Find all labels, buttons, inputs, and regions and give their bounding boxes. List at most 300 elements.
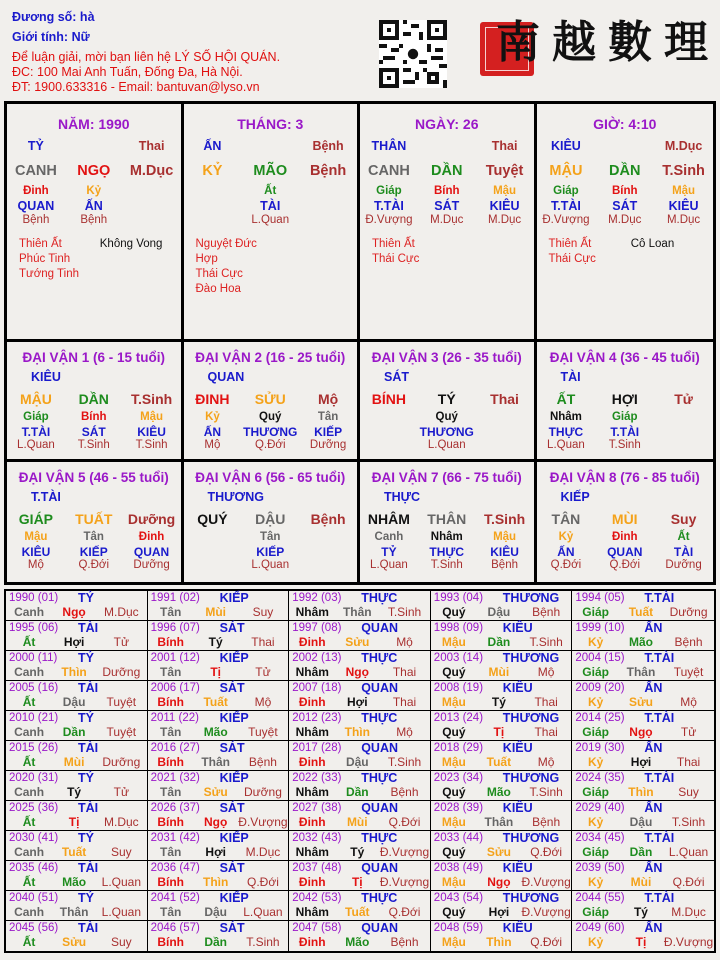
main-item: Tử (674, 391, 693, 407)
year-cell[interactable] (572, 741, 714, 771)
year-god: THƯƠNG (502, 711, 560, 725)
dai-van-title: ĐẠI VẬN 8 (76 - 85 tuổi) (549, 470, 700, 485)
gods-item (123, 199, 181, 214)
year-cell[interactable] (572, 651, 714, 681)
main-item: HỢI (611, 391, 638, 407)
dai-van-god: KIẾP (560, 490, 590, 504)
pillar-cell (7, 104, 184, 339)
year-stem: Ất (22, 755, 36, 769)
year-cell[interactable] (148, 771, 290, 801)
dai-van-hidden-row (537, 411, 714, 425)
year-stem: Đinh (298, 935, 326, 949)
year-cell[interactable] (289, 861, 431, 891)
pillar-top-row (360, 139, 534, 157)
stage: Thai (491, 139, 518, 153)
year-stage: Đ.Vượng (379, 845, 430, 859)
year-label: 2007 (18) (292, 682, 342, 694)
god-item: THỰC (548, 425, 584, 439)
year-cell[interactable] (6, 621, 148, 651)
year-branch: Ngọ (345, 665, 369, 679)
year-label: 2014 (25) (575, 712, 625, 724)
year-cell[interactable] (289, 651, 431, 681)
year-branch: Tị (210, 665, 222, 679)
pillar-stage-row (7, 214, 181, 229)
year-label: 2026 (37) (150, 802, 200, 814)
year-cell[interactable] (148, 741, 290, 771)
year-stem: Nhâm (295, 665, 329, 679)
god-item (654, 425, 713, 439)
year-cell[interactable] (431, 861, 573, 891)
year-cell[interactable] (572, 681, 714, 711)
year-branch: Hợi (205, 845, 226, 859)
dai-van-stage-row (184, 559, 358, 573)
year-stem: Bính (157, 875, 184, 889)
year-label: 2041 (52) (150, 892, 200, 904)
year-label: 2048 (59) (433, 922, 484, 934)
year-row (431, 845, 572, 859)
year-cell[interactable] (431, 801, 573, 831)
year-cell[interactable] (6, 651, 148, 681)
hidden-item: Đinh (611, 531, 638, 543)
stage-item: Dưỡng (665, 559, 702, 571)
year-cell[interactable] (289, 741, 431, 771)
year-cell[interactable] (148, 591, 290, 621)
year-stage: Dưỡng (243, 785, 282, 799)
year-stage: Tử (255, 665, 271, 679)
year-stem: Đinh (298, 755, 326, 769)
main-item: DẦN (78, 391, 109, 407)
year-cell[interactable] (289, 711, 431, 741)
year-cell[interactable] (431, 831, 573, 861)
stage-item: Dưỡng (133, 559, 170, 571)
year-cell[interactable] (431, 621, 573, 651)
year-stage: Tuyệt (106, 725, 137, 739)
year-cell[interactable] (289, 591, 431, 621)
hidden-item: Canh (374, 531, 404, 543)
year-stage: Mộ (396, 635, 413, 649)
year-stage: Mộ (537, 665, 555, 679)
year-cell[interactable] (431, 681, 573, 711)
year-label: 2008 (19) (433, 682, 484, 694)
dai-van-hidden-row (360, 531, 534, 545)
year-label: 2024 (35) (575, 772, 625, 784)
year-label: 2030 (41) (9, 832, 59, 844)
hidden-item (360, 411, 418, 425)
god-item: KIÊU (490, 545, 519, 559)
year-stage: L.Quan (243, 905, 283, 919)
stars (184, 237, 358, 297)
year-branch: Tuất (486, 755, 512, 769)
god-item (476, 425, 534, 439)
year-cell[interactable] (572, 831, 714, 861)
year-label: 2029 (40) (575, 802, 625, 814)
year-stage: Q.Đới (672, 875, 705, 889)
stars-left (549, 237, 631, 267)
year-stem: Mậu (441, 875, 466, 889)
year-stem: Canh (14, 905, 45, 919)
year-god: TỶ (78, 651, 94, 665)
hidden-item: Mậu (24, 531, 48, 543)
year-cell[interactable] (6, 591, 148, 621)
year-row (289, 665, 430, 679)
stage-item: Mộ (27, 559, 44, 571)
year-stem: Ất (22, 635, 36, 649)
dai-van-main-row (7, 509, 181, 529)
hidden-item: Quý (259, 411, 282, 423)
year-branch: Tý (491, 695, 506, 709)
stars (7, 237, 181, 282)
stage-item: Q.Đới (78, 559, 110, 571)
year-god: KIÊU (502, 801, 533, 815)
main-item: T.Sinh (662, 163, 705, 179)
year-stem: Ất (22, 695, 36, 709)
year-branch: Ngọ (204, 815, 228, 829)
hidden-item: Kỷ (558, 531, 574, 543)
hidden-item: Tân (260, 531, 281, 543)
year-god: TỶ (78, 831, 94, 845)
year-cell[interactable] (289, 621, 431, 651)
gods-item (299, 199, 357, 214)
pillar-cell (537, 104, 714, 339)
year-stem: Đinh (298, 695, 326, 709)
year-row (431, 785, 572, 799)
year-stem: Tân (159, 905, 182, 919)
year-cell[interactable] (431, 891, 573, 921)
year-cell[interactable] (6, 891, 148, 921)
main-item: CANH (367, 163, 410, 179)
dai-van-god: T.TÀI (31, 490, 61, 504)
year-row (572, 815, 714, 829)
pillar-gods-row (7, 199, 181, 214)
year-cell[interactable] (572, 861, 714, 891)
year-stem: Giáp (582, 665, 609, 679)
year-branch: Mùi (630, 875, 652, 889)
year-row (572, 605, 714, 619)
year-cell[interactable] (6, 741, 148, 771)
year-stem: Giáp (582, 605, 609, 619)
stage-item: Q.Đới (550, 559, 582, 571)
subject-name: Đương số: hà (12, 10, 95, 24)
dai-van-main-row (184, 389, 358, 409)
pillar-hidden-row (537, 185, 714, 199)
year-god: TÀI (78, 681, 99, 695)
year-stem: Quý (442, 845, 466, 859)
dai-van-cell (360, 342, 537, 462)
year-row (148, 845, 289, 859)
hidden-item: Giáp (376, 185, 402, 197)
year-branch: Dậu (629, 815, 653, 829)
year-row (148, 875, 289, 889)
pillar-main-row (184, 160, 358, 182)
year-god: QUAN (361, 741, 398, 755)
year-cell[interactable] (148, 681, 290, 711)
year-row (431, 755, 572, 769)
dai-van-stage-row (537, 559, 714, 573)
hidden-item: Giáp (553, 185, 579, 197)
main-item: TÝ (437, 391, 456, 407)
dai-van-title: ĐẠI VẬN 1 (6 - 15 tuổi) (22, 350, 165, 365)
dai-van-gods-row (537, 425, 714, 439)
gods-item (184, 199, 242, 214)
year-cell[interactable] (148, 891, 290, 921)
year-row (148, 905, 289, 919)
year-cell[interactable] (289, 771, 431, 801)
hidden-item: Mậu (672, 185, 696, 197)
year-row (6, 665, 147, 679)
dai-van-gods-row (360, 545, 534, 559)
year-cell[interactable] (572, 921, 714, 951)
year-cell[interactable] (572, 711, 714, 741)
pillar-cell (360, 104, 537, 339)
year-cell[interactable] (148, 921, 290, 951)
year-branch: Thìn (628, 785, 654, 799)
year-stage: Q.Đới (246, 875, 279, 889)
dai-van-gods-row (184, 545, 358, 559)
year-branch: Tuất (203, 695, 228, 709)
year-branch: Sửu (486, 845, 511, 859)
main-item: MẬU (549, 163, 583, 179)
year-branch: Dần (629, 845, 653, 859)
stage-item: T.Sinh (135, 439, 168, 451)
year-row (289, 935, 430, 949)
hidden-stage: Đ.Vượng (365, 214, 413, 226)
year-cell[interactable] (431, 651, 573, 681)
stars-right (100, 237, 181, 282)
contact-address: ĐC: 100 Mai Anh Tuấn, Đống Đa, Hà Nội. (12, 65, 243, 79)
year-stage: Dưỡng (102, 755, 141, 769)
year-label: 2020 (31) (9, 772, 59, 784)
year-god: KIÊU (502, 921, 533, 935)
year-stage: T.Sinh (387, 605, 422, 619)
year-label: 2000 (11) (9, 652, 58, 664)
year-cell[interactable] (148, 801, 290, 831)
year-label: 2034 (45) (575, 832, 625, 844)
year-cell[interactable] (572, 591, 714, 621)
year-stem: Tân (159, 785, 182, 799)
year-label: 2011 (22) (150, 712, 199, 724)
dai-van-gods-row (184, 425, 358, 439)
god-item: KIẾP (256, 545, 285, 559)
pillar-gods-row (537, 199, 714, 214)
year-stem: Kỷ (587, 755, 604, 769)
year-god: KIÊU (502, 621, 533, 635)
year-cell[interactable] (431, 591, 573, 621)
god-item: QUAN (133, 545, 170, 559)
year-label: 2047 (58) (292, 922, 342, 934)
year-branch: Thìn (61, 665, 87, 679)
year-stage: Bệnh (532, 605, 561, 619)
year-stage: Tử (113, 785, 130, 799)
main-item: M.Dục (129, 163, 174, 179)
year-god: ẤN (644, 621, 663, 635)
year-cell[interactable] (6, 771, 148, 801)
year-stem: Nhâm (295, 845, 329, 859)
year-god: TỶ (78, 711, 94, 725)
year-stem: Ất (22, 875, 36, 889)
year-cell[interactable] (431, 771, 573, 801)
dai-van-stage-row (360, 559, 534, 573)
year-god: QUAN (361, 801, 398, 815)
year-row (572, 695, 714, 709)
year-stem: Mậu (441, 755, 466, 769)
year-branch: Ngọ (62, 605, 86, 619)
year-stage: Suy (110, 845, 132, 859)
year-stage: M.Dục (103, 815, 139, 829)
year-label: 2032 (43) (292, 832, 342, 844)
year-row (572, 665, 714, 679)
year-branch: Dần (345, 785, 369, 799)
year-label: 2031 (42) (150, 832, 200, 844)
year-cell[interactable] (289, 921, 431, 951)
year-row (572, 725, 714, 739)
year-row (572, 935, 714, 949)
year-branch: Thìn (486, 935, 512, 949)
star-item: Tướng Tinh (19, 268, 79, 280)
god-item (184, 545, 242, 559)
main-item: DẬU (255, 511, 286, 527)
year-cell[interactable] (148, 861, 290, 891)
year-stage: Tuyệt (248, 725, 278, 739)
year-god: ẤN (644, 861, 663, 875)
year-cell[interactable] (572, 771, 714, 801)
year-cell[interactable] (6, 831, 148, 861)
year-cell[interactable] (148, 711, 290, 741)
year-cell[interactable] (431, 711, 573, 741)
year-row (6, 755, 147, 769)
pillar-top-row (184, 139, 358, 157)
year-branch: Dần (62, 725, 86, 739)
year-stage: Bệnh (248, 755, 277, 769)
year-row (289, 755, 430, 769)
dai-van-grid (4, 339, 716, 585)
main-item: T.Sinh (130, 391, 173, 407)
year-cell[interactable] (289, 681, 431, 711)
year-stage: Q.Đới (530, 935, 563, 949)
year-cell[interactable] (6, 921, 148, 951)
dai-van-title: ĐẠI VẬN 6 (56 - 65 tuổi) (195, 470, 346, 485)
god-item: KIẾP (79, 545, 108, 559)
year-stage: M.Dục (103, 605, 139, 619)
year-branch: Tuất (628, 605, 654, 619)
year-branch: Dậu (204, 905, 228, 919)
year-stage: Thai (534, 725, 558, 739)
year-row (148, 695, 289, 709)
year-stage: Q.Đới (530, 845, 563, 859)
year-god: TÀI (78, 921, 99, 935)
god-item: ẤN (203, 425, 222, 439)
main-item: Dưỡng (127, 511, 176, 527)
gods-item: KIÊU (489, 199, 520, 213)
pillar-main-row (360, 160, 534, 182)
stars-left (372, 237, 453, 267)
year-cell[interactable] (572, 891, 714, 921)
yearly-luck-table (4, 589, 716, 953)
year-cell[interactable] (572, 621, 714, 651)
year-row (431, 635, 572, 649)
dai-van-cell (184, 342, 361, 462)
hidden-stage (184, 214, 242, 229)
year-cell[interactable] (6, 711, 148, 741)
stage-item: L.Quan (547, 439, 585, 451)
year-row (289, 815, 430, 829)
hidden-item: Kỷ (86, 185, 102, 197)
main-item: ẤT (556, 391, 576, 407)
main-item: Mộ (317, 391, 339, 407)
year-label: 2022 (33) (292, 772, 342, 784)
qr-code-icon[interactable] (379, 20, 447, 88)
year-cell[interactable] (148, 621, 290, 651)
contact-line-1: Để luận giải, mời bạn liên hệ LÝ SỐ HỘI QUÁN. (12, 50, 281, 64)
hidden-item (299, 185, 357, 199)
god-item: TÀI (673, 545, 694, 559)
year-branch: Tị (68, 815, 80, 829)
year-cell[interactable] (148, 831, 290, 861)
year-cell[interactable] (289, 891, 431, 921)
year-god: SÁT (219, 801, 245, 815)
pillar-title: THÁNG: 3 (237, 116, 304, 132)
year-cell[interactable] (6, 681, 148, 711)
year-stage: T.Sinh (529, 635, 563, 649)
year-stage: Bệnh (390, 935, 419, 949)
year-cell[interactable] (289, 831, 431, 861)
stage-item: L.Quan (17, 439, 55, 451)
dai-van-main-row (360, 509, 534, 529)
year-cell[interactable] (148, 651, 290, 681)
year-cell[interactable] (572, 801, 714, 831)
year-stage: Thai (392, 695, 417, 709)
year-stage: Mộ (537, 755, 555, 769)
year-cell[interactable] (431, 741, 573, 771)
year-god: THỰC (361, 651, 398, 665)
stem-god: TỶ (27, 139, 44, 153)
dai-van-main-row (360, 389, 534, 409)
pillar-gods-row (360, 199, 534, 214)
main-item: BÍNH (371, 391, 407, 407)
year-stem: Canh (14, 845, 45, 859)
dai-van-cell (184, 462, 361, 582)
hidden-item: Nhâm (430, 531, 463, 543)
year-stem: Bính (157, 815, 184, 829)
year-god: KIẾP (219, 891, 249, 905)
spacer (241, 139, 299, 157)
year-god: KIÊU (502, 681, 533, 695)
main-item: SỬU (254, 391, 286, 407)
gods-item: T.TÀI (373, 199, 404, 213)
year-cell[interactable] (289, 801, 431, 831)
year-cell[interactable] (6, 861, 148, 891)
year-god: ẤN (644, 801, 663, 815)
hidden-item (123, 185, 181, 199)
year-cell[interactable] (6, 801, 148, 831)
year-stem: Quý (442, 725, 466, 739)
year-stage: Suy (110, 935, 132, 949)
year-branch: Tị (351, 875, 363, 889)
year-label: 2016 (27) (150, 742, 200, 754)
year-cell[interactable] (431, 921, 573, 951)
year-stem: Tân (159, 725, 182, 739)
year-label: 1997 (08) (292, 622, 342, 634)
dai-van-hidden-row (7, 411, 181, 425)
year-god: ẤN (644, 921, 663, 935)
year-row (6, 725, 147, 739)
star-item: Phúc Tinh (19, 253, 71, 265)
year-label: 2009 (20) (575, 682, 625, 694)
hidden-item: Ất (677, 531, 690, 543)
year-label: 2039 (50) (575, 862, 625, 874)
year-branch: Mão (345, 935, 370, 949)
main-item: DẦN (431, 163, 463, 179)
year-stage: L.Quan (101, 905, 142, 919)
